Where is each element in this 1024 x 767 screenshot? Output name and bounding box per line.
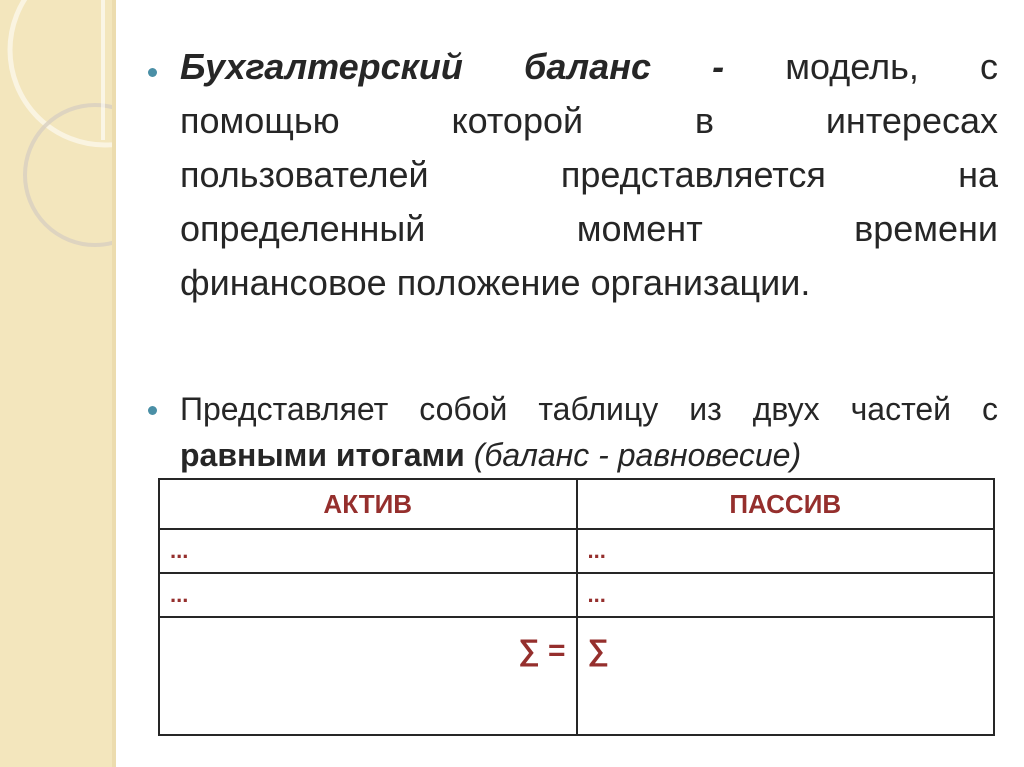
table-cell: ... [577, 529, 995, 573]
decorative-side-panel [0, 0, 112, 767]
description-line-1: Представляет собой таблицу из двух частей с [180, 391, 998, 427]
table-header-row [159, 479, 994, 529]
table-row [159, 529, 994, 573]
bullet-icon [148, 68, 162, 82]
definition-line-5: финансовое положение организации. [180, 262, 811, 303]
balance-note: (баланс - равновесие) [464, 437, 802, 473]
table-cell: ... [577, 573, 995, 617]
table-cell: ... [159, 573, 577, 617]
bullet-icon [148, 406, 162, 420]
description-line-2 [180, 432, 998, 478]
description-paragraph [180, 386, 998, 478]
balance-table [158, 478, 995, 736]
definition-line-1: Бухгалтерский баланс - модель, с [180, 46, 998, 87]
definition-line-3: пользователей представляется на [180, 154, 998, 195]
equal-totals-text: равными итогами [180, 437, 465, 473]
table-cell: ... [159, 529, 577, 573]
sum-assets: ∑ = [159, 617, 577, 735]
side-divider [112, 0, 116, 767]
term: Бухгалтерский баланс - [180, 46, 725, 87]
definition-line-4: определенный момент времени [180, 208, 998, 249]
header-liabilities: ПАССИВ [577, 479, 995, 529]
table-row [159, 573, 994, 617]
sum-liabilities: ∑ [577, 617, 995, 735]
decorative-circles-graphic [0, 0, 112, 767]
table-sum-row [159, 617, 994, 735]
definition-paragraph [180, 40, 998, 310]
header-assets: АКТИВ [159, 479, 577, 529]
definition-line-2: помощью которой в интересах [180, 100, 998, 141]
